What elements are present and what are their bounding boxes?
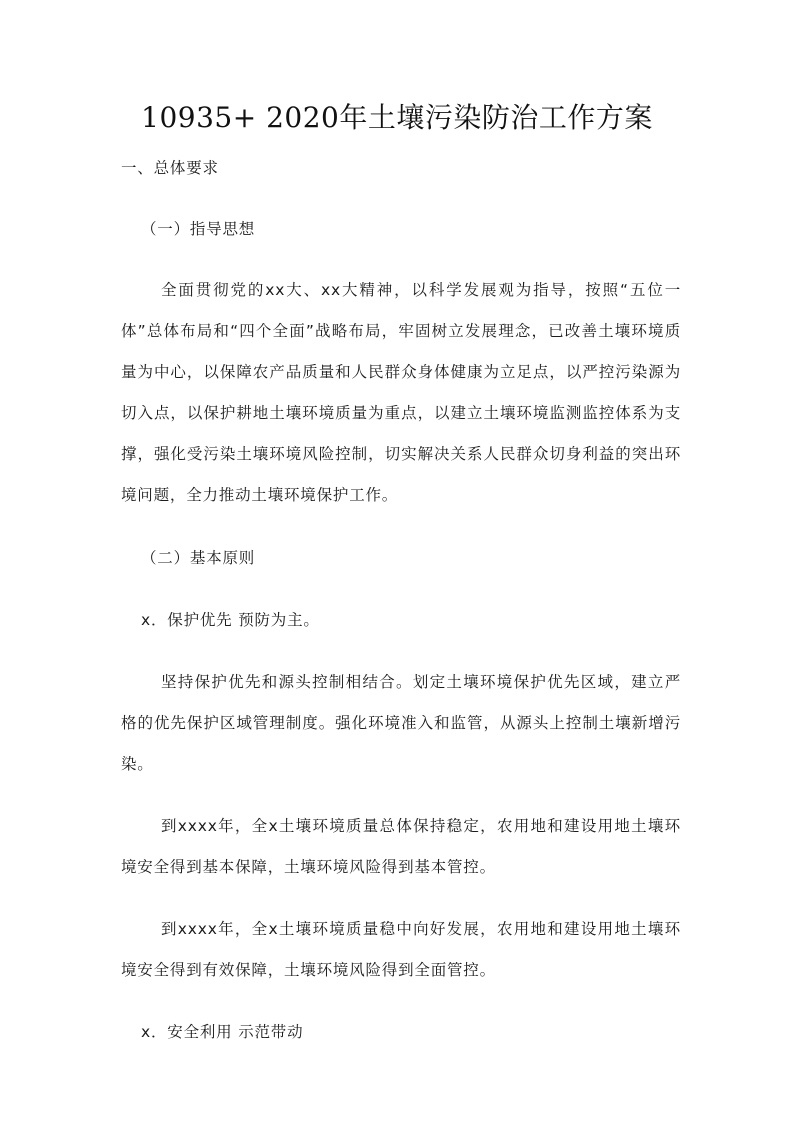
target-paragraph-comprehensive: 到xxxx年，全x土壤环境质量稳中向好发展，农用地和建设用地土壤环境安全得到有效保障，土壤环境风险得到全面管控。 xyxy=(121,920,681,979)
principle-heading-protection-first: x．保护优先 预防为主。 xyxy=(141,611,320,629)
subsection-heading-basic-principles: （二）基本原则 xyxy=(141,549,256,567)
target-paragraph-basic: 到xxxx年，全x土壤环境质量总体保持稳定，农用地和建设用地土壤环境安全得到基本保障，土壤环境风险得到基本管控。 xyxy=(121,817,681,876)
protection-first-paragraph: 坚持保护优先和源头控制相结合。划定土壤环境保护优先区域，建立严格的优先保护区域管理制度。强化环境准入和监管，从源头上控制土壤新增污染。 xyxy=(121,673,681,773)
section-heading-general-requirements: 一、总体要求 xyxy=(121,159,219,177)
document-title: 10935+ 2020年土壤污染防治工作方案 xyxy=(141,101,653,134)
document-body xyxy=(121,148,681,1053)
guiding-ideology-paragraph: 全面贯彻党的xx大、xx大精神，以科学发展观为指导，按照“五位一体”总体布局和“四个全面”战略布局，牢固树立发展理念，已改善土壤环境质量为中心，以保障农产品质量和人民群众身体健康为立足点，以严控污染源为切入点，以保护耕地土壤环境质量为重点，以建立土壤环境监测监控体系为支撑，强化受污染土壤环境风险控制，切实解决关系人民群众切身利益的突出环境问题，全力推动土壤环境保护工作。 xyxy=(121,281,681,504)
subsection-heading-guiding-ideology: （一）指导思想 xyxy=(141,220,256,238)
principle-heading-safe-utilization: x．安全利用 示范带动 xyxy=(141,1023,304,1041)
